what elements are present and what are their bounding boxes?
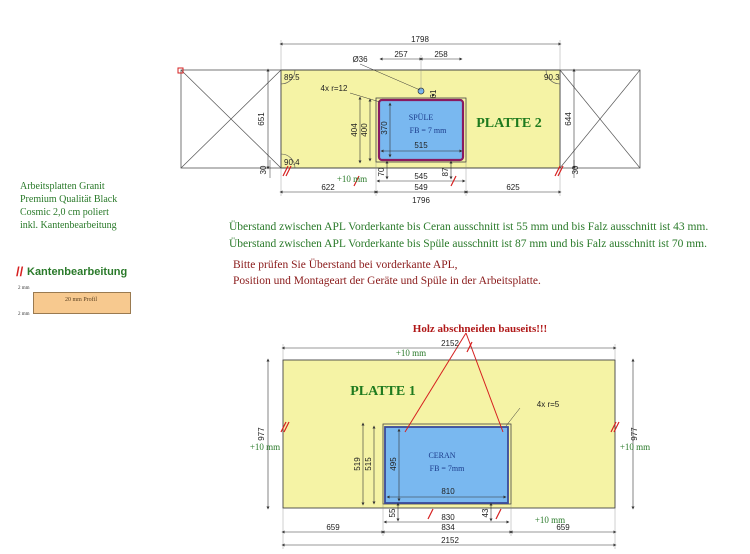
edge-profile-label: 20 mm Profil (64, 297, 97, 303)
plate2-sink-fb: FB = 7 mm (409, 126, 447, 135)
dim-495: 495 (389, 457, 398, 471)
info-line-2: Premium Qualität Black (20, 194, 118, 205)
plate1-group (250, 323, 650, 549)
info-line-3: Cosmic 2,0 cm poliert (20, 207, 109, 218)
dim-644: 644 (564, 112, 573, 126)
dim-2152-bottom: 2152 (441, 536, 459, 545)
dim-834: 834 (441, 523, 455, 532)
plate2-sink-label: SPÜLE (408, 113, 434, 122)
edge-top-label: 2 mm (18, 286, 30, 291)
dim-corner-bl: 90.4 (284, 158, 300, 167)
dim-515-p1: 515 (364, 457, 373, 471)
dim-549: 549 (414, 183, 428, 192)
dim-tap: Ø36 (352, 55, 368, 64)
info-block (20, 180, 117, 232)
plus10-top: +10 mm (395, 348, 427, 358)
dim-1798: 1798 (411, 35, 429, 44)
edge-profile-swatch (33, 292, 131, 314)
plate1-title: PLATTE 1 (350, 384, 416, 399)
dim-651: 651 (257, 112, 266, 126)
edge-section-title: Kantenbearbeitung (27, 266, 128, 278)
dim-622: 622 (321, 183, 335, 192)
plate1-ceran-label: CERAN (428, 451, 456, 460)
edge-bottom-label: 2 mm (18, 312, 30, 317)
dim-519: 519 (353, 457, 362, 471)
edge-marker-icon: // (16, 264, 24, 279)
plate1-cut-note: Holz abschneiden bauseits!!! (412, 323, 548, 335)
dim-70: 70 (377, 167, 386, 177)
info-line-4: inkl. Kantenbearbeitung (20, 220, 117, 231)
dim-830: 830 (441, 513, 455, 522)
dim-258: 258 (434, 50, 448, 59)
dim-2152-top: 2152 (441, 339, 459, 348)
dim-43: 43 (481, 508, 490, 518)
corner-marker (178, 68, 183, 73)
info-line-1: Arbeitsplatten Granit (20, 181, 105, 192)
note-check-1: Bitte prüfen Sie Überstand bei vorderkante APL, (233, 259, 458, 271)
plus10-bottom: +10 mm (534, 515, 566, 525)
dim-404: 404 (350, 123, 359, 137)
dim-400: 400 (360, 123, 369, 137)
plate1-ceran-fb: FB = 7mm (429, 464, 465, 473)
note-overhang-ceran: Überstand zwischen APL Vorderkante bis Ceran ausschnitt ist 55 mm und bis Falz ausschnitt ist 43 mm. (229, 221, 709, 233)
dim-1796: 1796 (412, 196, 430, 205)
dim-plus10: +10 mm (336, 174, 368, 184)
dim-right30: 30 (571, 165, 580, 175)
dim-370: 370 (380, 121, 389, 135)
dim-545: 545 (414, 172, 428, 181)
dim-87: 87 (441, 167, 450, 177)
plus10-left: +10 mm (249, 442, 281, 452)
dim-625: 625 (506, 183, 520, 192)
dim-left30: 30 (259, 165, 268, 175)
plate2-group (178, 35, 640, 205)
dim-55: 55 (388, 508, 397, 518)
dim-977-right: 977 (630, 427, 639, 441)
dim-659-left: 659 (326, 523, 340, 532)
dim-810: 810 (441, 487, 455, 496)
dim-corner-tl: 89.5 (284, 73, 300, 82)
dim-61: 61 (429, 89, 438, 99)
dim-radius-p1: 4x r=5 (536, 400, 560, 409)
dim-977-left: 977 (257, 427, 266, 441)
dim-515: 515 (414, 141, 428, 150)
dim-257: 257 (394, 50, 408, 59)
dim-659-right: 659 (556, 523, 570, 532)
dim-radius: 4x r=12 (320, 84, 348, 93)
note-check-2: Position und Montageart der Geräte und Spüle in der Arbeitsplatte. (233, 275, 541, 287)
note-overhang-sink: Überstand zwischen APL Vorderkante bis Spüle ausschnitt ist 87 mm und bis Falz ausschnitt ist 70 mm. (229, 238, 707, 250)
plus10-right: +10 mm (619, 442, 651, 452)
dim-corner-tr: 90.3 (544, 73, 560, 82)
plate2-title: PLATTE 2 (476, 116, 542, 131)
